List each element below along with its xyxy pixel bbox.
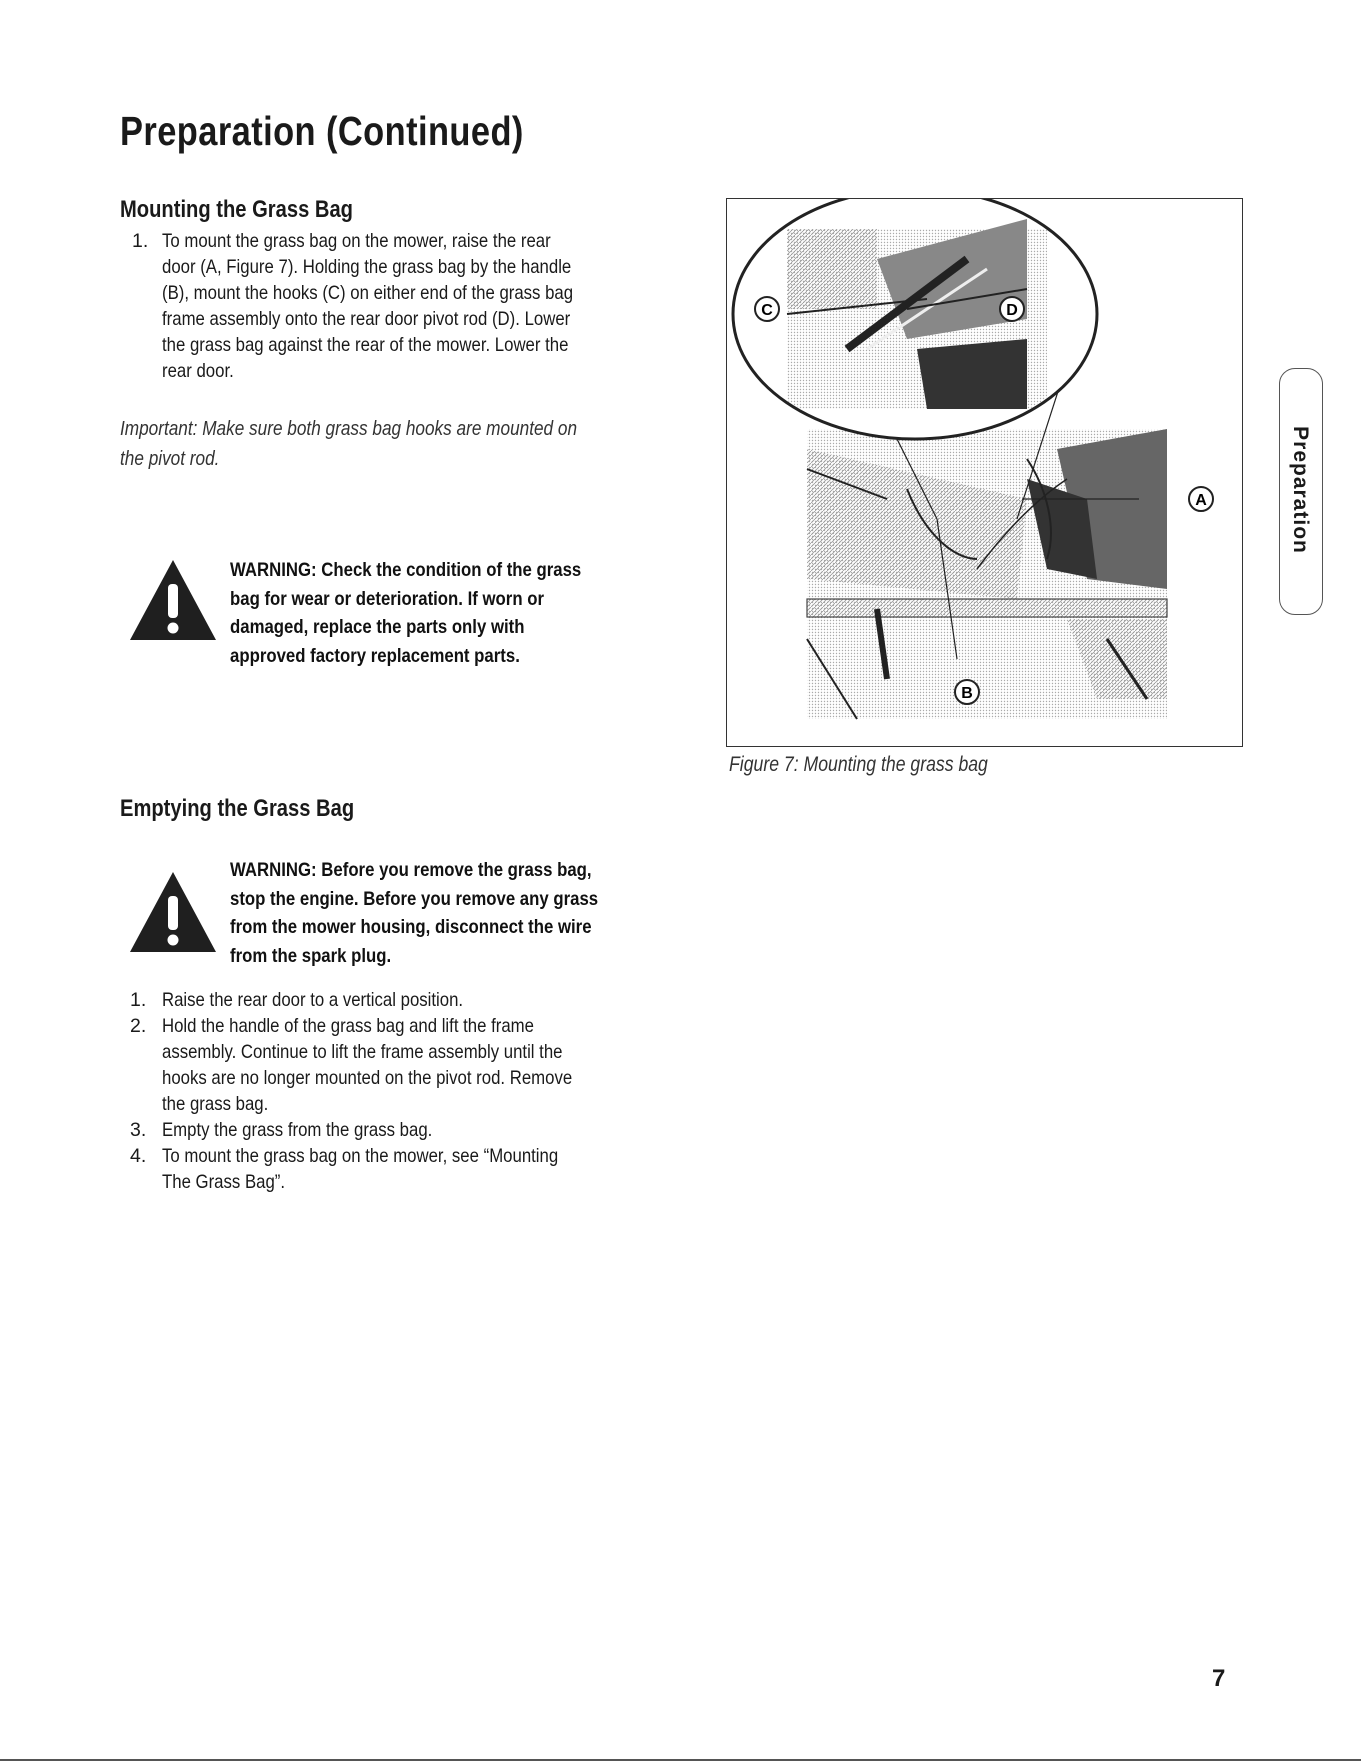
side-tab-label: Preparation	[1289, 426, 1312, 554]
list-item	[130, 1117, 680, 1143]
callout-b	[955, 680, 979, 704]
step-number: 1.	[130, 989, 147, 1011]
svg-text:D: D	[1006, 302, 1018, 319]
figure-caption: Figure 7: Mounting the grass bag	[729, 753, 988, 776]
emptying-warning	[230, 856, 658, 970]
svg-text:C: C	[761, 302, 773, 319]
warning-line: WARNING: Check the condition of the grass	[230, 559, 582, 581]
step-line: assembly. Continue to lift the frame assembly until the	[162, 1041, 563, 1063]
svg-text:A: A	[1195, 492, 1207, 509]
callout-c	[755, 297, 779, 321]
figure-7	[726, 198, 1243, 747]
mounting-heading: Mounting the Grass Bag	[120, 196, 353, 223]
emptying-heading: Emptying the Grass Bag	[120, 795, 355, 822]
warning-line: stop the engine. Before you remove any grass	[230, 887, 599, 910]
page-title: Preparation (Continued)	[120, 108, 524, 154]
list-item	[130, 1143, 680, 1195]
important-note	[120, 414, 651, 474]
step-line: the grass bag against the rear of the mower. Lower the	[162, 334, 569, 356]
step-line: frame assembly onto the rear door pivot rod (D). Lower	[162, 308, 571, 330]
callout-d	[1000, 297, 1024, 321]
step-line: the grass bag.	[162, 1093, 269, 1115]
mower-grass-bag-illustration	[727, 199, 1242, 746]
mounting-steps	[132, 228, 672, 384]
step-line: Hold the handle of the grass bag and lift the frame	[162, 1015, 534, 1037]
warning-line: WARNING: Before you remove the grass bag,	[230, 859, 592, 881]
step-line: door (A, Figure 7). Holding the grass bag by the handle	[162, 256, 572, 278]
list-item	[130, 987, 680, 1013]
warning-line: from the spark plug.	[230, 944, 392, 967]
page-number: 7	[1212, 1665, 1226, 1692]
step-line: To mount the grass bag on the mower, raise the rear	[162, 230, 551, 252]
svg-text:B: B	[961, 685, 973, 702]
step-line: Raise the rear door to a vertical position.	[162, 989, 464, 1011]
warning-line: approved factory replacement parts.	[230, 644, 520, 667]
warning-line: bag for wear or deterioration. If worn or	[230, 587, 545, 610]
list-item	[130, 1013, 680, 1117]
note-line: Important: Make sure both grass bag hooks are mounted on	[120, 418, 578, 440]
callout-a	[1189, 487, 1213, 511]
step-line: (B), mount the hooks (C) on either end of the grass bag	[162, 282, 574, 304]
emptying-steps	[130, 987, 680, 1195]
step-number: 4.	[130, 1145, 147, 1167]
step-line: hooks are no longer mounted on the pivot rod. Remove	[162, 1067, 573, 1089]
list-item	[132, 228, 672, 384]
step-line: Empty the grass from the grass bag.	[162, 1119, 433, 1141]
step-number: 2.	[130, 1015, 147, 1037]
note-line: the pivot rod.	[120, 448, 220, 470]
step-line: rear door.	[162, 360, 234, 382]
step-line: To mount the grass bag on the mower, see “Mounting	[162, 1145, 559, 1167]
mounting-warning	[230, 556, 638, 670]
warning-triangle-icon	[128, 558, 218, 642]
warning-triangle-icon	[128, 870, 218, 954]
step-number: 3.	[130, 1119, 147, 1141]
warning-line: from the mower housing, disconnect the wire	[230, 916, 592, 938]
warning-line: damaged, replace the parts only with	[230, 616, 525, 638]
step-number: 1.	[132, 230, 149, 252]
step-line: The Grass Bag”.	[162, 1171, 286, 1193]
